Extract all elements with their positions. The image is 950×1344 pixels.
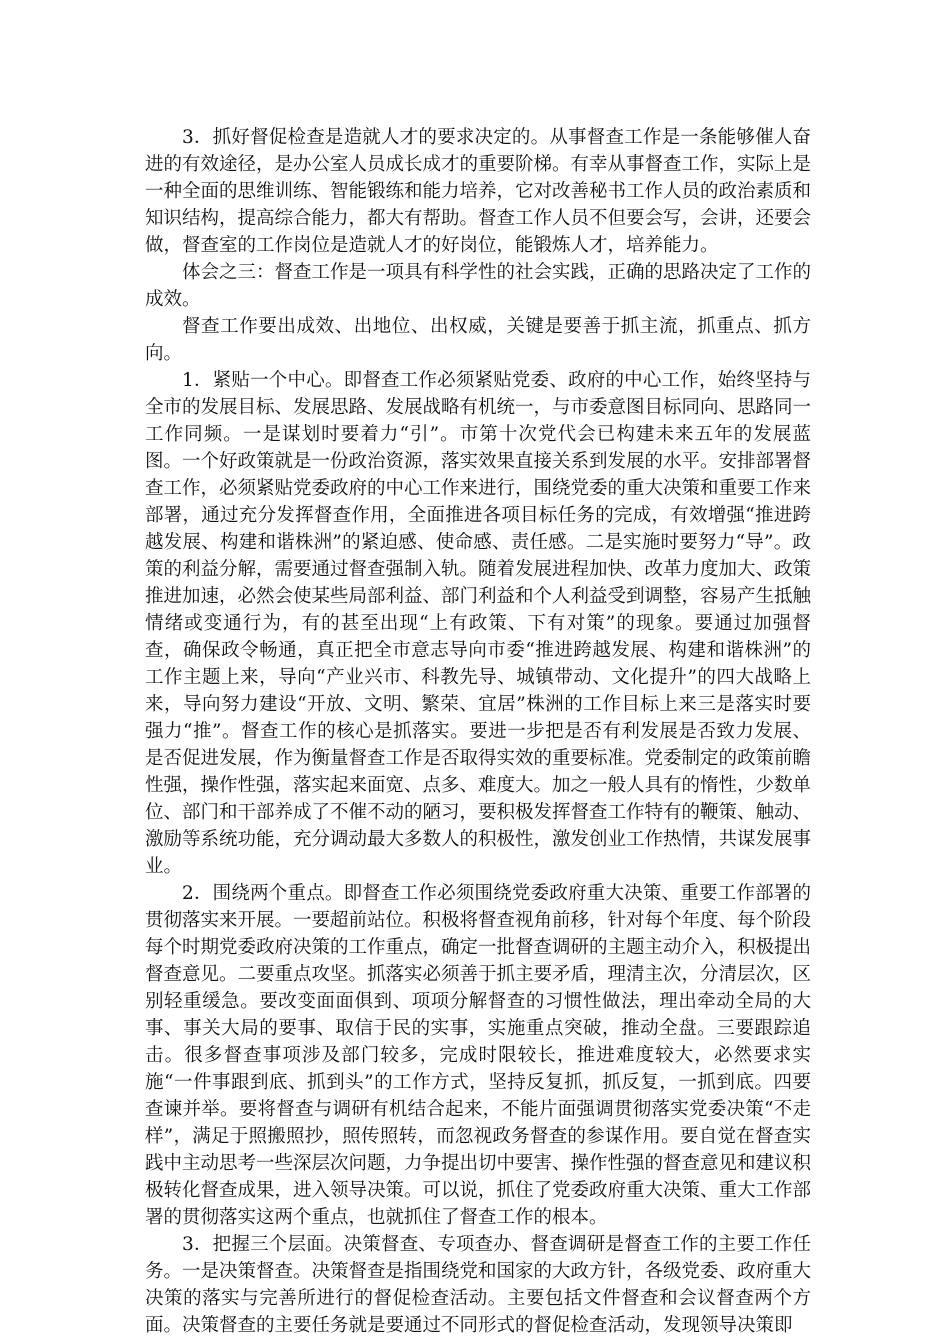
paragraph-one-center: 1．紧贴一个中心。即督查工作必须紧贴党委、政府的中心工作，始终坚持与全市的发展目标、发展思路、发展战略有机统一，与市委意图目标同向、思路同一工作同频。一是谋划时要着力“引”。市第十次党代会已构建未来五年的发展蓝图。一个好政策就是一份政治资源，落实效果直接关系到发展的水平。安排部署督查工作，必须紧贴党委政府的中心工作来进行，围绕党委的重大决策和重要工作来部署，通过充分发挥督查作用，全面推进各项目标任务的完成，有效增强“推进跨越发展、构建和谐株洲”的紧迫感、使命感、责任感。二是实施时要努力“导”。政策的利益分解，需要通过督查强制入轨。随着发展进程加快、改革力度加大、政策推进加速，必然会使某些局部利益、部门利益和个人利益受到调整，容易产生抵触情绪或变通行为，有的甚至出现“上有政策、下有对策”的现象。要通过加强督查，确保政令畅通，真正把全市意志导向市委“推进跨越发展、构建和谐株洲”的工作主题上来，导向“产业兴市、科教先导、城镇带动、文化提升”的四大战略上来，导向努力建设“开放、文明、繁荣、宜居”株洲的工作目标上来三是落实时要强力“推”。督查工作的核心是抓落实。要进一步把是否有利发展是否致力发展、是否促进发展，作为衡量督查工作是否取得实效的重要标准。党委制定的政策前瞻性强，操作性强，落实起来面宽、点多、难度大。加之一般人具有的惰性，少数单位、部门和干部养成了不催不动的陋习，要积极发挥督查工作特有的鞭策、触动、激励等系统功能，充分调动最大多数人的积极性，激发创业工作热情，共谋发展事业。	[145, 370, 812, 877]
paragraph-key-points: 督查工作要出成效、出地位、出权威，关键是要善于抓主流，抓重点、抓方向。	[145, 316, 811, 364]
document-page	[145, 124, 811, 1339]
paragraph-talent-training: 3．抓好督促检查是造就人才的要求决定的。从事督查工作是一条能够催人奋进的有效途径，是办公室人员成长成才的重要阶梯。有幸从事督查工作，实际上是一种全面的思维训练、智能锻练和能力培养，它对改善秘书工作人员的政治素质和知识结构，提高综合能力，都大有帮助。督查工作人员不但要会写，会讲，还要会做，督查室的工作岗位是造就人才的好岗位，能锻炼人才，培养能力。	[145, 127, 812, 256]
paragraph-two-focuses: 2．围绕两个重点。即督查工作必须围绕党委政府重大决策、重要工作部署的贯彻落实来开展。一要超前站位。积极将督查视角前移，针对每个年度、每个阶段每个时期党委政府决策的工作重点，确定一批督查调研的主题主动介入，积极提出督查意见。二要重点攻坚。抓落实必须善于抓主要矛盾，理清主次，分清层次，区别轻重缓急。要改变面面俱到、项项分解督查的习惯性做法，理出牵动全局的大事、事关大局的要事、取信于民的实事，实施重点突破，推动全盘。三要跟踪追击。很多督查事项涉及部门较多，完成时限较长，推进难度较大，必然要求实施“一件事跟到底、抓到头”的工作方式，坚持反复抓，抓反复，一抓到底。四要查谏并举。要将督查与调研有机结合起来，不能片面强调贯彻落实党委决策“不走样”，满足于照搬照抄，照传照转，而忽视政务督查的参谋作用。要自觉在督查实践中主动思考一些深层次问题，力争提出切中要害、操作性强的督查意见和建议积极转化督查成果，进入领导决策。可以说，抓住了党委政府重大决策、重大工作部署的贯彻落实这两个重点，也就抓住了督查工作的根本。	[145, 883, 812, 1228]
paragraph-experience-three: 体会之三：督查工作是一项具有科学性的社会实践，正确的思路决定了工作的成效。	[145, 262, 812, 310]
paragraph-three-levels: 3．把握三个层面。决策督查、专项查办、督查调研是督查工作的主要工作任务。一是决策督查。决策督查是指围绕党和国家的大政方针，各级党委、政府重大决策的落实与完善所进行的督促检查活动。主要包括文件督查和会议督查两个方面。决策督查的主要任务就是要通过不同形式的督促检查活动，发现领导决策即	[145, 1234, 812, 1336]
